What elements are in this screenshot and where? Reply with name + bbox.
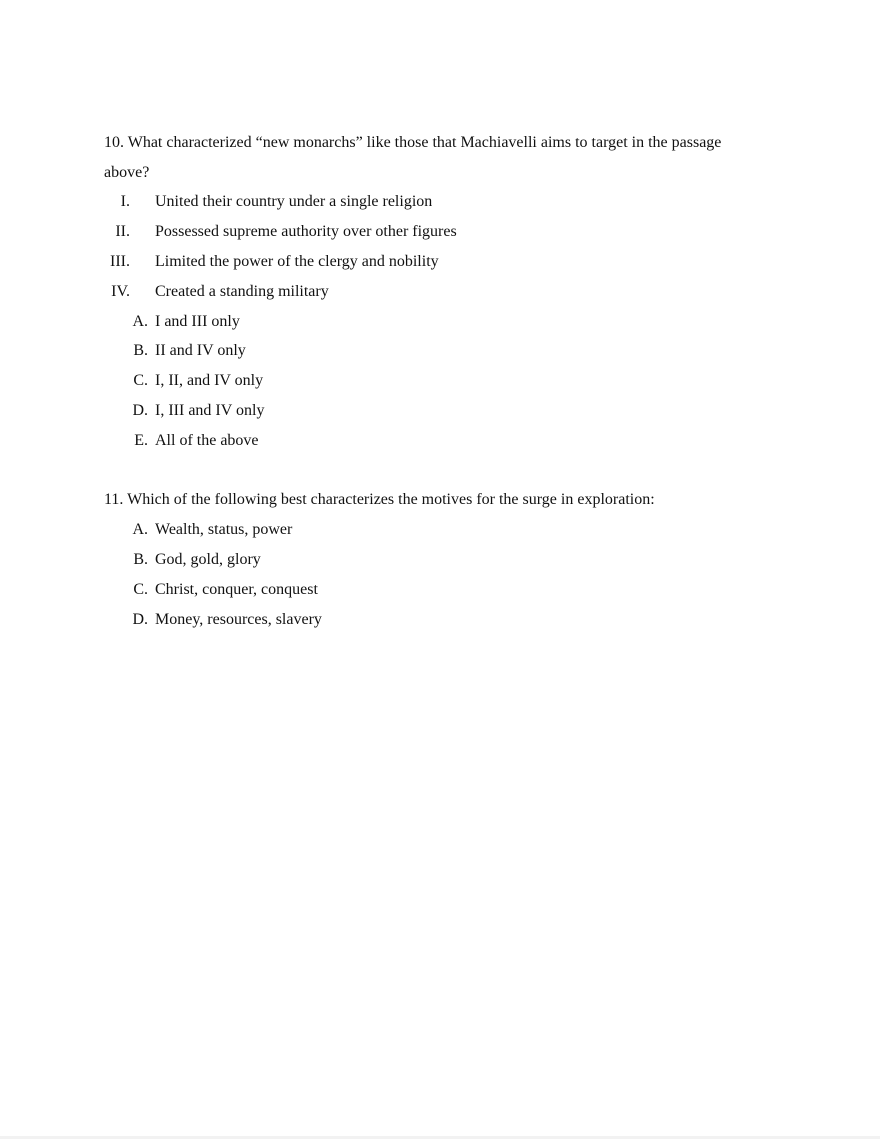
choice-letter: C. xyxy=(133,581,148,598)
answer-choice xyxy=(0,336,880,366)
question-10-prompt: 10. What characterized “new monarchs” like those that Machiavelli aims to target in the passage above? xyxy=(104,134,722,181)
statement-numeral: I. xyxy=(120,193,130,210)
choice-letter: A. xyxy=(132,521,148,538)
statement-numeral: IV. xyxy=(111,283,130,300)
choice-letter: D. xyxy=(132,402,148,419)
choice-text: I, III and IV only xyxy=(155,402,265,419)
statement-item xyxy=(0,277,880,307)
choice-text: God, gold, glory xyxy=(155,551,261,568)
answer-choice xyxy=(0,307,880,337)
answer-choice xyxy=(0,396,880,426)
choice-letter: B. xyxy=(133,342,148,359)
choice-text: I and III only xyxy=(155,313,240,330)
statement-numeral: II. xyxy=(115,223,130,240)
choice-text: Christ, conquer, conquest xyxy=(155,581,318,598)
statement-text: Possessed supreme authority over other figures xyxy=(155,223,457,240)
choice-text: Wealth, status, power xyxy=(155,521,293,538)
answer-choice xyxy=(0,545,880,575)
answer-choice xyxy=(0,575,880,605)
choice-letter: A. xyxy=(132,313,148,330)
choice-letter: D. xyxy=(132,611,148,628)
question-11-prompt: 11. Which of the following best characterizes the motives for the surge in exploration: xyxy=(104,491,655,508)
answer-choice xyxy=(0,605,880,635)
choice-text: Money, resources, slavery xyxy=(155,611,322,628)
choice-text: I, II, and IV only xyxy=(155,372,264,389)
answer-choice xyxy=(0,426,880,456)
choice-text: II and IV only xyxy=(155,342,246,359)
choice-letter: B. xyxy=(133,551,148,568)
choice-text: All of the above xyxy=(155,432,259,449)
choice-letter: C. xyxy=(133,372,148,389)
answer-choice xyxy=(0,515,880,545)
statement-text: United their country under a single religion xyxy=(155,193,433,210)
statement-text: Limited the power of the clergy and nobility xyxy=(155,253,439,270)
choice-letter: E. xyxy=(134,432,148,449)
statement-item xyxy=(0,217,880,247)
statement-item xyxy=(0,247,880,277)
statement-text: Created a standing military xyxy=(155,283,329,300)
statement-numeral: III. xyxy=(110,253,130,270)
answer-choice xyxy=(0,366,880,396)
statement-item xyxy=(0,187,880,217)
